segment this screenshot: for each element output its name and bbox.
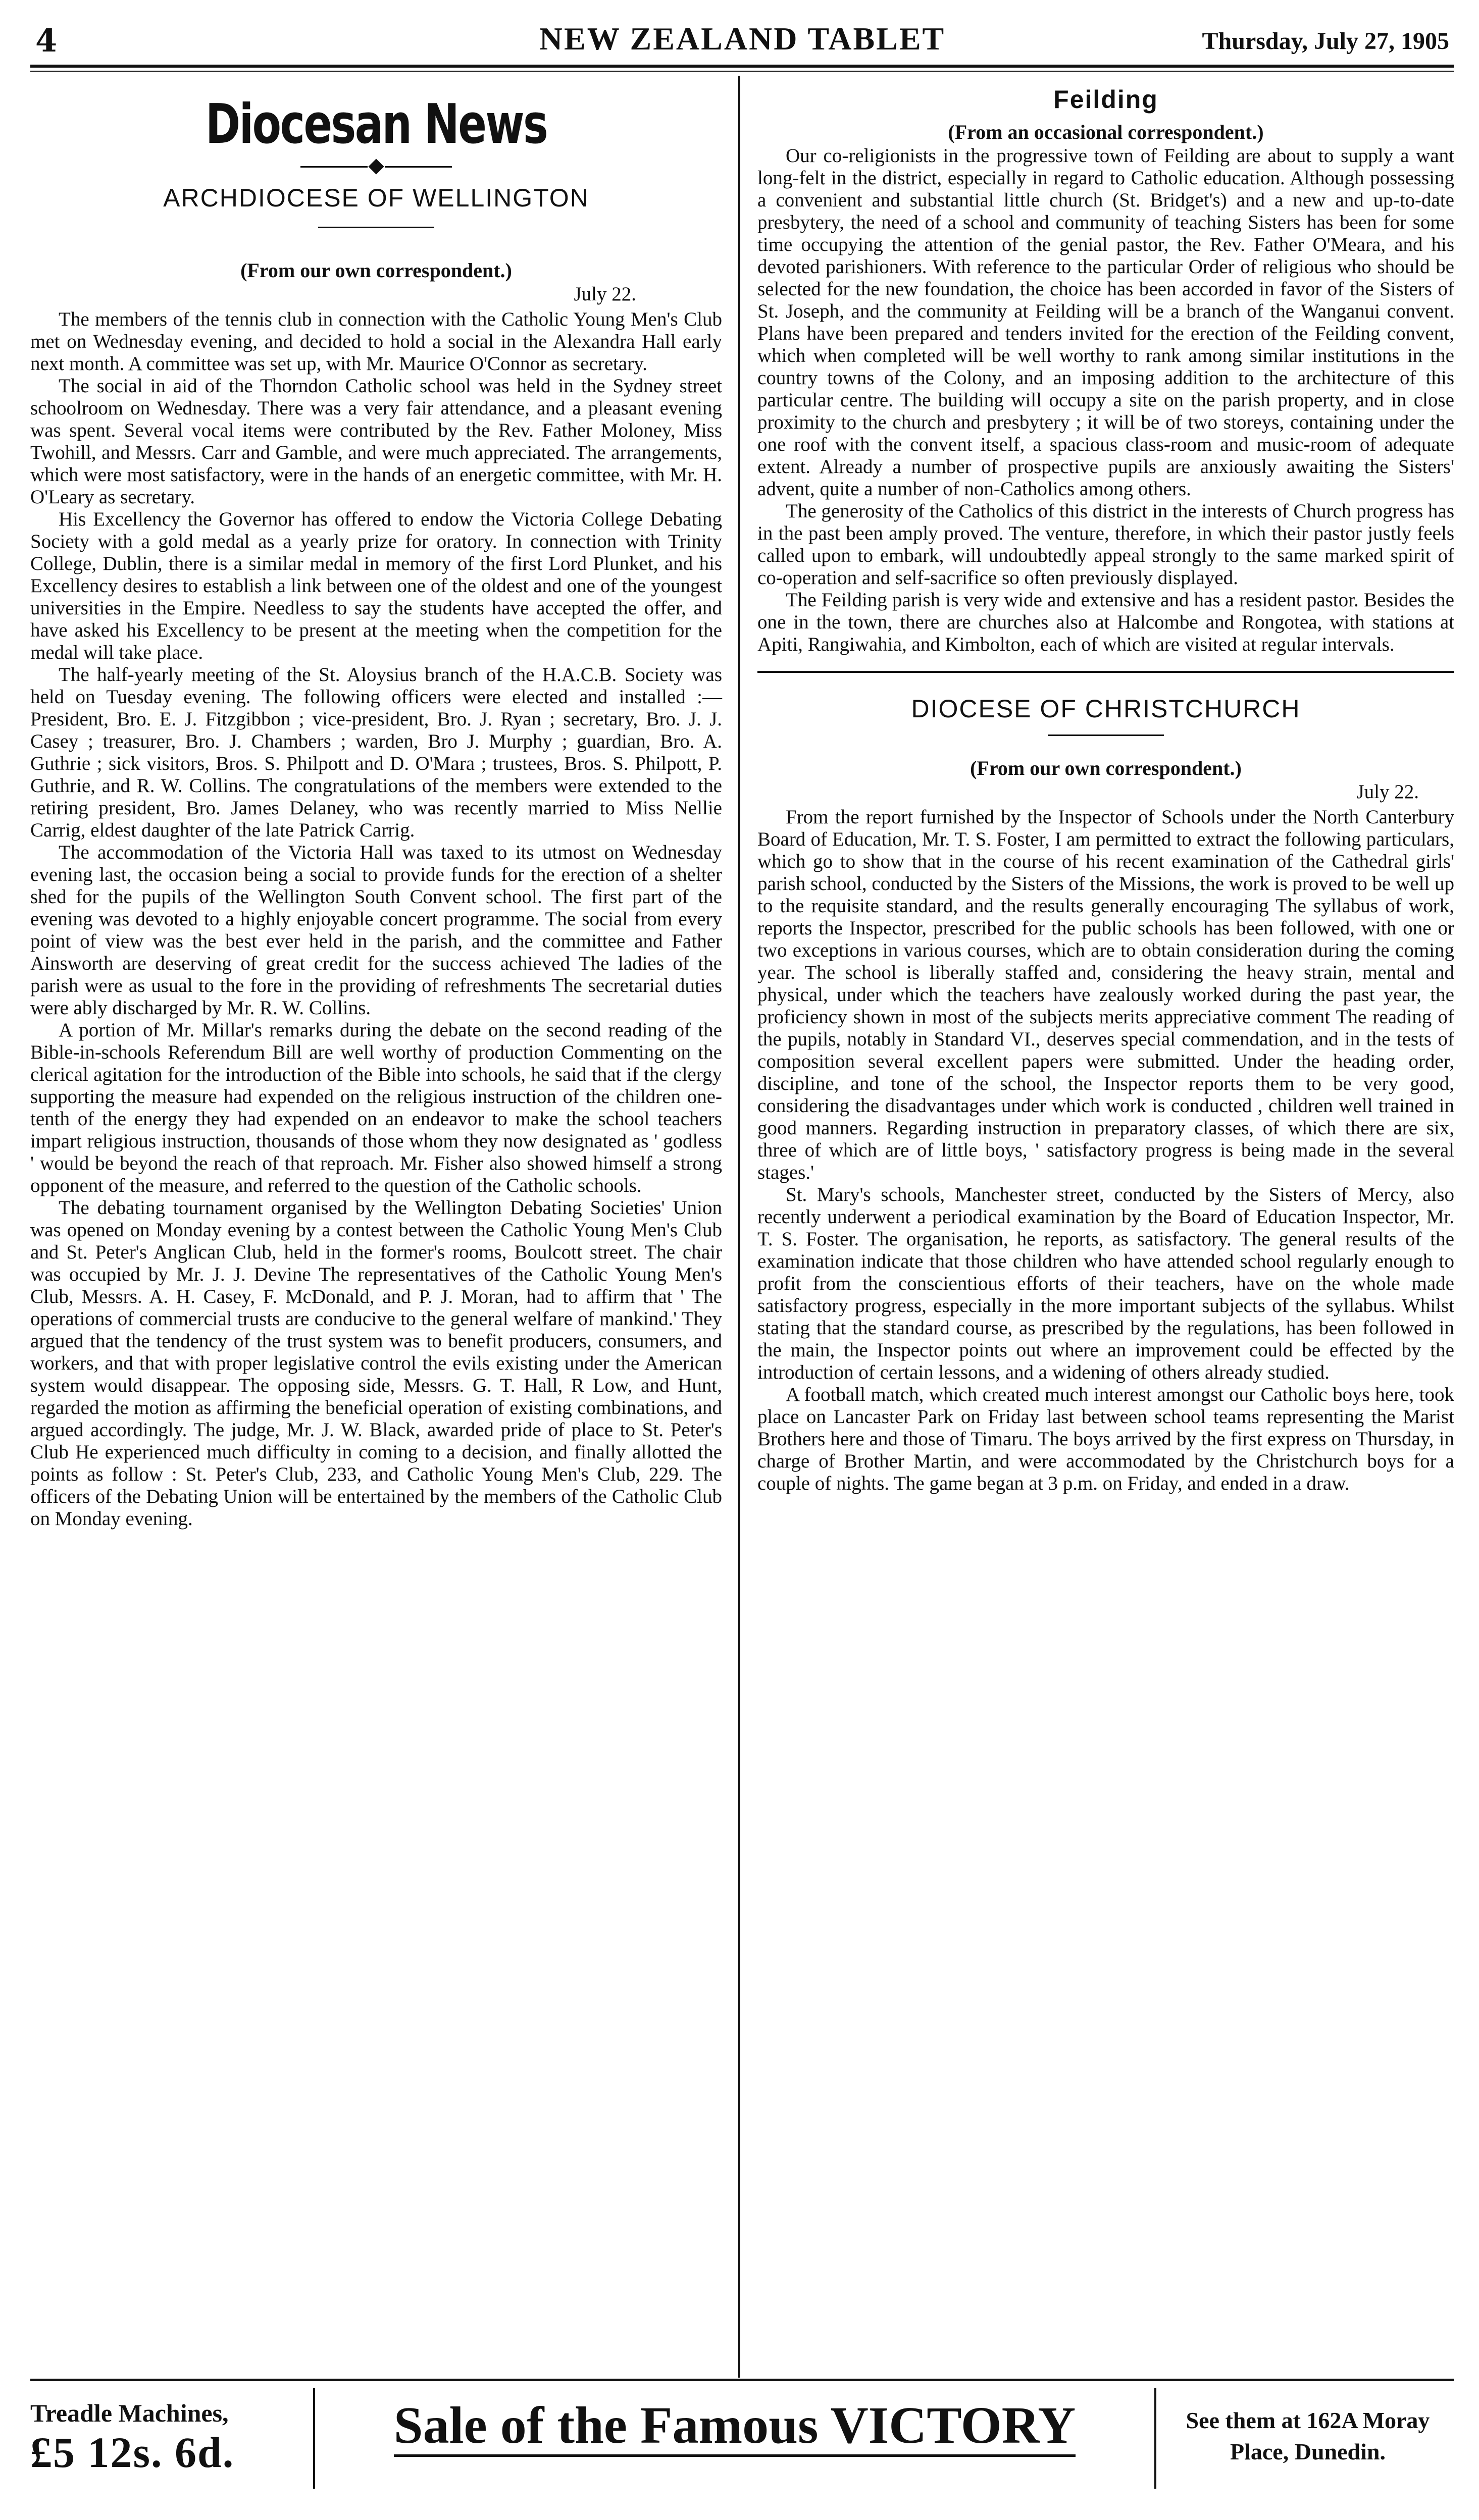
christchurch-heading: DIOCESE OF CHRISTCHURCH (911, 695, 1301, 723)
masthead: NEW ZEALAND TABLET (539, 21, 946, 57)
dateline: July 22. (574, 283, 636, 305)
footer-advertisement (30, 2388, 1454, 2504)
issue-date: Thursday, July 27, 1905 (1202, 28, 1449, 55)
right-column (757, 81, 1454, 1495)
archdiocese-heading: ARCHDIOCESE OF WELLINGTON (163, 184, 589, 212)
article-paragraph: A football match, which created much interest amongst our Catholic boys here, took place on Lancaster Park on Friday last between school teams representing the Marist Brothers here and those of Timaru. The boys arrived by the first express on Thursday, in charge of Brother Martin, and were accommodated by the Christchurch boys for a couple of nights. The game began at 3 p.m. on Friday, and ended in a draw. (757, 1384, 1454, 1494)
left-column (30, 81, 722, 1530)
article-paragraph: His Excellency the Governor has offered to endow the Victoria College Debating Society with a gold medal as a yearly prize for oratory. In connection with Trinity College, Dublin, there is a similar medal in memory of the first Lord Plunket, and his Excellency desires to establish a link between one of the oldest and one of the youngest universities in the Empire. Needless to say the students have accepted the offer, and have asked his Excellency to be present at the meeting when the competition for the medal will take place. (30, 508, 722, 663)
section-divider (757, 671, 1454, 673)
section-rule (1048, 734, 1164, 736)
article-paragraph: The social in aid of the Thorndon Catholic school was held in the Sydney street schoolroom on Wednesday. There was a very fair attendance, and a pleasant evening was spent. Several vocal items were contributed by the Rev. Father Moloney, Miss Twohill, and Messrs. Carr and Gamble, and were much appreciated. The arrangements, which were most satisfactory, were in the hands of an energetic committee, with Mr. H. O'Leary as secretary. (30, 375, 722, 508)
article-paragraph: The generosity of the Catholics of this district in the interests of Church progress has in the past been amply proved. The venture, therefore, in which their pastor justly feels called upon to embark, will undoubtedly appeal strongly to the same marked spirit of co-operation and self-sacrifice so often previously displayed. (757, 500, 1454, 589)
ad-address-line2: Place, Dunedin. (1230, 2439, 1386, 2464)
article-paragraph: The Feilding parish is very wide and extensive and has a resident pastor. Besides the one in the town, there are churches also at Halcombe and Rongotea, with stations at Apiti, Rangiwahia, and Kimbolton, each of which are visited at regular intervals. (757, 589, 1454, 655)
header-rule-thin (30, 71, 1454, 72)
byline: (From our own correspondent.) (240, 259, 512, 282)
ad-address-line1: See them at 162A Moray (1186, 2407, 1430, 2433)
ad-brand: VICTORY (830, 2396, 1076, 2454)
article-paragraph: From the report furnished by the Inspector of Schools under the North Canterbury Board of Education, Mr. T. S. Foster, I am permitted to extract the following particulars, which go to show that in the course of his recent examination of the Cathedral girls' parish school, conducted by the Sisters of the Missions, the work is proved to be well up to the requisite standard, and the results generally encouraging The syllabus of work, reports the Inspector, prescribed for the public schools has been followed, with one or two exceptions in various courses, which are to obtain consideration during the coming year. The school is liberally staffed and, considering the heavy strain, mental and physical, under which the teachers have zealously worked during the past year, the proficiency shown in most of the subjects merits appreciative comment The reading of the pupils, notably in Standard VI., deserves special commendation, and in the tests of composition several excellent papers were submitted. Under the heading order, discipline, and tone of the school, the Inspector reports them to be very good, considering the disadvantages under which work is conducted , children well trained in good manners. Regarding instruction in preparatory classes, of which there are six, three of which are of little boys, ' satisfactory progress is being made in the several stages.' (757, 806, 1454, 1183)
diocesan-news-title: Diocesan News (205, 93, 547, 156)
feilding-heading: Feilding (1053, 85, 1158, 114)
section-rule (318, 227, 434, 228)
christchurch-dateline: July 22. (1356, 781, 1419, 803)
article-paragraph: The members of the tennis club in connection with the Catholic Young Men's Club met on Wednesday evening, and decided to hold a social in the Alexandra Hall early next month. A committee was set up, with Mr. Maurice O'Connor as secretary. (30, 308, 722, 375)
column-divider (738, 76, 740, 2378)
ad-treadle-machines: Treadle Machines, (30, 2399, 229, 2427)
title-ornament (300, 161, 452, 172)
page-header (35, 20, 1449, 61)
ad-headline-prefix: Sale of the Famous (393, 2396, 831, 2454)
feilding-byline: (From an occasional correspondent.) (948, 121, 1264, 143)
article-paragraph: The half-yearly meeting of the St. Aloysius branch of the H.A.C.B. Society was held on Tuesday evening. The following officers were elected and installed :—President, Bro. E. J. Fitzgibbon ; vice-president, Bro. J. Ryan ; secretary, Bro. J. J. Casey ; treasurer, Bro. J. Chambers ; warden, Bro J. Murphy ; guardian, Bro. A. Guthrie ; sick visitors, Bros. S. Philpott and D. O'Mara ; trustees, Bros. S. Philpott, P. Guthrie, and R. W. Collins. The congratulations of the members were extended to the retiring president, Bro. James Delaney, who was recently married to Miss Nellie Carrig, eldest daughter of the late Patrick Carrig. (30, 664, 722, 841)
article-paragraph: St. Mary's schools, Manchester street, conducted by the Sisters of Mercy, also recently underwent a periodical examination by the Board of Education Inspector, Mr. T. S. Foster. The organisation, he reports, as satisfactory. The general results of the examination indicate that those children who have attended school regularly enough to profit from the conscientious efforts of their teachers, have on the whole made satisfactory progress, especially in the more important subjects of the syllabus. Whilst stating that the standard course, as prescribed by the regulations, has been followed in the main, the Inspector points out where an improvement could be effected by the introduction of certain lessons, and a widening of others already studied. (757, 1184, 1454, 1383)
ad-price-block (30, 2398, 313, 2477)
article-paragraph: The accommodation of the Victoria Hall was taxed to its utmost on Wednesday evening last, the occasion being a social to provide funds for the erection of a shelter shed for the pupils of the Wellington South Convent school. The first part of the evening was devoted to a highly enjoyable concert programme. The social from every point of view was the best ever held in the parish, and the committee and Father Ainsworth are deserving of great credit for the success achieved The ladies of the parish were as usual to the fore in the providing of refreshments The secretarial duties were ably discharged by Mr. R. W. Collins. (30, 842, 722, 1019)
footer-rule (30, 2379, 1454, 2381)
ad-headline-text (394, 2396, 1076, 2457)
page-number: 4 (35, 22, 58, 59)
header-rule (30, 65, 1454, 68)
article-paragraph: A portion of Mr. Millar's remarks during the debate on the second reading of the Bible-in-schools Referendum Bill are well worthy of production Commenting on the clerical agitation for the introduction of the Bible into schools, he said that if the clergy supporting the measure had expended on the religious instruction of the children one-tenth of the energy they had expended on an endeavor to make the school teachers impart religious instruction, thousands of those whom they now designated as ' godless ' would be beyond the reach of that reproach. Mr. Fisher also showed himself a strong opponent of the measure, and referred to the question of the Catholic schools. (30, 1019, 722, 1196)
ad-address-block (1161, 2405, 1454, 2468)
christchurch-byline: (From our own correspondent.) (970, 757, 1242, 779)
diamond-icon (368, 159, 384, 174)
ad-price: £5 12s. 6d. (30, 2428, 235, 2477)
ad-headline (313, 2388, 1156, 2489)
article-paragraph: The debating tournament organised by the Wellington Debating Societies' Union was opened on Monday evening by a contest between the Catholic Young Men's Club and St. Peter's Anglican Club, held in the former's rooms, Boulcott street. The chair was occupied by Mr. J. J. Devine The representatives of the Catholic Young Men's Club, Messrs. A. H. Casey, F. McDonald, and P. J. Moran, had to affirm that ' The operations of commercial trusts are conducive to the general welfare of mankind.' They argued that the tendency of the trust system was to benefit producers, consumers, and workers, and that with proper legislative control the evils existing under the American system would disappear. The opposing side, Messrs. G. T. Hall, R Low, and Hunt, regarded the motion as affirming the beneficial operation of existing combinations, and argued accordingly. The judge, Mr. J. W. Black, awarded pride of place to St. Peter's Club He experienced much difficulty in coming to a decision, and finally allotted the points as follow : St. Peter's Club, 233, and Catholic Young Men's Club, 229. The officers of the Debating Union will be entertained by the members of the Catholic Club on Monday evening. (30, 1197, 722, 1530)
article-paragraph: Our co-religionists in the progressive town of Feilding are about to supply a want long-felt in the district, especially in regard to Catholic education. Although possessing a convenient and substantial little church (St. Bridget's) and a new and up-to-date presbytery, the need of a school and community of teaching Sisters has been for some time occupying the attention of the genial pastor, the Rev. Father O'Meara, and his devoted parishioners. With reference to the particular Order of religious who should be selected for the new foundation, the choice has been accorded in favor of the Sisters of St. Joseph, and the community at Feilding will be a branch of the Wanganui convent. Plans have been prepared and tenders invited for the erection of the Feilding convent, which when completed will be well worthy to rank among similar institutions in the country towns of the Colony, and an imposing addition to the architecture of this particular centre. The building will occupy a site on the parish property, and in close proximity to the church and presbytery ; it will be of two storeys, containing under the one roof with the convent itself, a spacious class-room and music-room of adequate extent. Already a number of prospective pupils are anxiously awaiting the Sisters' advent, quite a number of non-Catholics among others. (757, 145, 1454, 500)
